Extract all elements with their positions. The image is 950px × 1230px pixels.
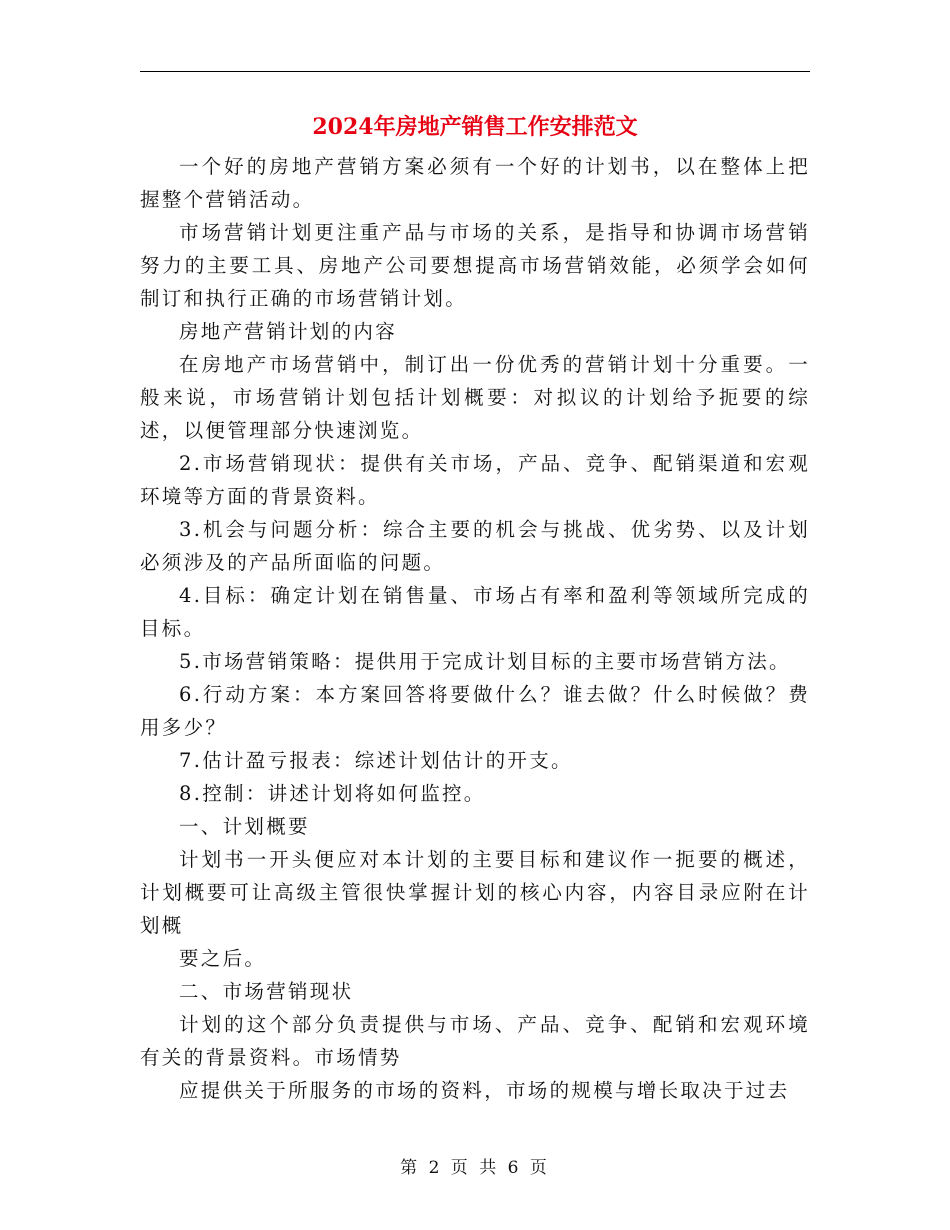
- paragraph: 6.行动方案：本方案回答将要做什么？谁去做？什么时候做？费用多少？: [140, 683, 810, 739]
- paragraph: 市场营销计划更注重产品与市场的关系，是指导和协调市场营销努力的主要工具、房地产公司要想提高市场营销效能，必须学会如何制订和执行正确的市场营销计划。: [140, 221, 810, 310]
- document-body: [140, 150, 810, 1107]
- paragraph: 4.目标：确定计划在销售量、市场占有率和盈利等领域所完成的目标。: [140, 584, 810, 640]
- paragraph: 2.市场营销现状：提供有关市场，产品、竞争、配销渠道和宏观环境等方面的背景资料。: [140, 452, 810, 508]
- paragraph: 计划书一开头便应对本计划的主要目标和建议作一扼要的概述，计划概要可让高级主管很快掌握计划的核心内容，内容目录应附在计划概: [140, 848, 810, 937]
- paragraph: 7.估计盈亏报表：综述计划估计的开支。: [179, 749, 573, 772]
- paragraph: 3.机会与问题分析：综合主要的机会与挑战、优劣势、以及计划必须涉及的产品所面临的问题。: [140, 518, 810, 574]
- paragraph: 8.控制：讲述计划将如何监控。: [179, 782, 486, 805]
- document-title: 2024年房地产销售工作安排范文: [312, 114, 638, 140]
- section-heading: 二、市场营销现状: [179, 980, 354, 1003]
- paragraph: 计划的这个部分负责提供与市场、产品、竞争、配销和宏观环境有关的背景资料。市场情势: [140, 1013, 810, 1069]
- paragraph: 应提供关于所服务的市场的资料，市场的规模与增长取决于过去: [179, 1079, 790, 1102]
- paragraph: 5.市场营销策略：提供用于完成计划目标的主要市场营销方法。: [179, 650, 791, 673]
- header-rule: [140, 71, 810, 72]
- paragraph: 房地产营销计划的内容: [179, 320, 398, 343]
- paragraph: 一个好的房地产营销方案必须有一个好的计划书，以在整体上把握整个营销活动。: [140, 155, 810, 211]
- paragraph: 要之后。: [179, 947, 267, 970]
- paragraph: 在房地产市场营销中，制订出一份优秀的营销计划十分重要。一般来说，市场营销计划包括计划概要：对拟议的计划给予扼要的综述，以便管理部分快速浏览。: [140, 353, 810, 442]
- section-heading: 一、计划概要: [179, 815, 310, 838]
- page-footer: 第 2 页 共 6 页: [400, 1158, 550, 1178]
